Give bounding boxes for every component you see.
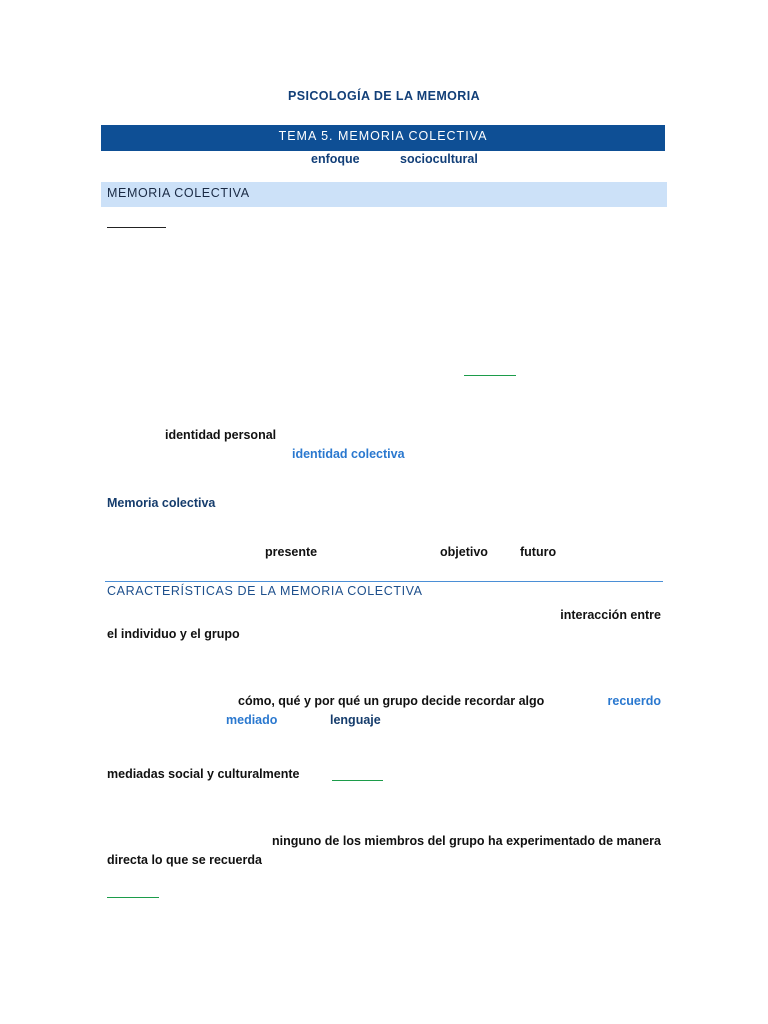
mediado-term: mediado xyxy=(226,713,278,727)
lenguaje-term: lenguaje xyxy=(330,713,381,727)
link-underline[interactable] xyxy=(332,780,383,781)
como-que-text: cómo, qué y por qué un grupo decide recordar algo xyxy=(238,694,545,708)
interaccion-text-2: el individuo y el grupo xyxy=(107,627,240,641)
link-underline[interactable] xyxy=(107,897,159,898)
recuerdo-term: recuerdo xyxy=(607,694,661,708)
section-divider xyxy=(105,581,663,582)
subtitle-sociocultural: sociocultural xyxy=(400,152,478,166)
presente-term: presente xyxy=(265,545,318,559)
identity-personal-text: identidad personal xyxy=(165,428,277,442)
characteristics-heading: CARACTERÍSTICAS DE LA MEMORIA COLECTIVA xyxy=(107,584,423,598)
objetivo-term: objetivo xyxy=(440,545,488,559)
memoria-colectiva-term: Memoria colectiva xyxy=(107,496,216,510)
mediadas-text: mediadas social y culturalmente xyxy=(107,767,300,781)
futuro-term: futuro xyxy=(520,545,557,559)
document-title: PSICOLOGÍA DE LA MEMORIA xyxy=(287,89,480,103)
section-heading: MEMORIA COLECTIVA xyxy=(107,186,250,200)
ninguno-text-1: ninguno de los miembros del grupo ha experimentado de manera xyxy=(272,834,661,848)
interaccion-text-1: interacción entre xyxy=(560,608,661,622)
identity-collective-text: identidad colectiva xyxy=(292,447,405,461)
link-underline[interactable] xyxy=(464,375,516,376)
ninguno-text-2: directa lo que se recuerda xyxy=(107,853,262,867)
topic-banner-title: TEMA 5. MEMORIA COLECTIVA xyxy=(278,129,488,143)
underline-mark xyxy=(107,227,166,228)
subtitle-enfoque: enfoque xyxy=(311,152,360,166)
